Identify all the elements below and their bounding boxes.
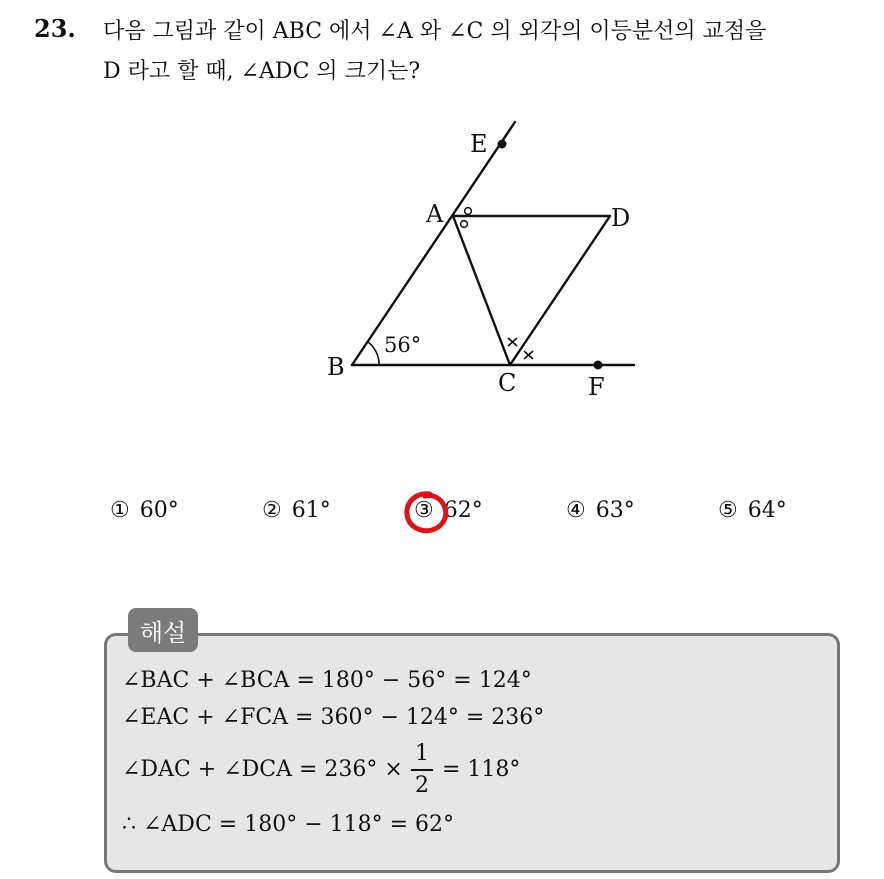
choice-2-number: ② (262, 498, 282, 523)
choice-1[interactable] (110, 498, 179, 523)
label-c: C (498, 369, 517, 397)
line-cd (510, 216, 610, 365)
solution-line-3-right: = 118° (442, 757, 521, 782)
solution-line-4: ∴ ∠ADC = 180° − 118° = 62° (122, 812, 455, 837)
line-be (352, 122, 515, 365)
solution-tag: 해설 (128, 608, 198, 652)
fraction-denominator: 2 (415, 773, 429, 798)
fraction-bar (411, 769, 433, 771)
question-number: 23. (34, 14, 76, 43)
fraction-numerator: 1 (415, 741, 429, 766)
choice-5-value: 64° (747, 498, 787, 523)
angle-mark-circle-2 (461, 221, 468, 228)
solution-line-2: ∠EAC + ∠FCA = 360° − 124° = 236° (122, 705, 545, 730)
question-text-line-2: D 라고 할 때, ∠ADC 의 크기는? (103, 59, 421, 84)
line-ac (453, 216, 510, 365)
label-a: A (426, 200, 444, 228)
choice-4[interactable] (566, 498, 635, 523)
choice-5[interactable] (718, 498, 787, 523)
solution-line-1: ∠BAC + ∠BCA = 180° − 56° = 124° (122, 668, 532, 693)
choice-5-number: ⑤ (718, 498, 738, 523)
geometry-figure (300, 110, 660, 410)
choice-4-value: 63° (595, 498, 635, 523)
choice-3-number: ③ (414, 498, 434, 523)
choice-2-value: 61° (291, 498, 331, 523)
angle-arc-b (368, 342, 379, 365)
point-f (594, 361, 603, 370)
label-b: B (327, 353, 345, 381)
solution-line-3-left: ∠DAC + ∠DCA = 236° × (122, 757, 403, 782)
question-text-line-1: 다음 그림과 같이 ABC 에서 ∠A 와 ∠C 의 외각의 이등분선의 교점을 (103, 19, 767, 44)
choice-1-number: ① (110, 498, 130, 523)
label-d: D (611, 204, 631, 232)
choice-3-value: 62° (443, 498, 483, 523)
choice-2[interactable] (262, 498, 331, 523)
point-e (498, 140, 507, 149)
angle-mark-circle-1 (465, 208, 472, 215)
solution-fraction (411, 740, 433, 800)
angle-label-b: 56° (384, 333, 422, 357)
choice-1-value: 60° (139, 498, 179, 523)
label-e: E (470, 130, 488, 158)
label-f: F (588, 373, 605, 401)
choice-4-number: ④ (566, 498, 586, 523)
answer-circle-mark (400, 488, 456, 538)
